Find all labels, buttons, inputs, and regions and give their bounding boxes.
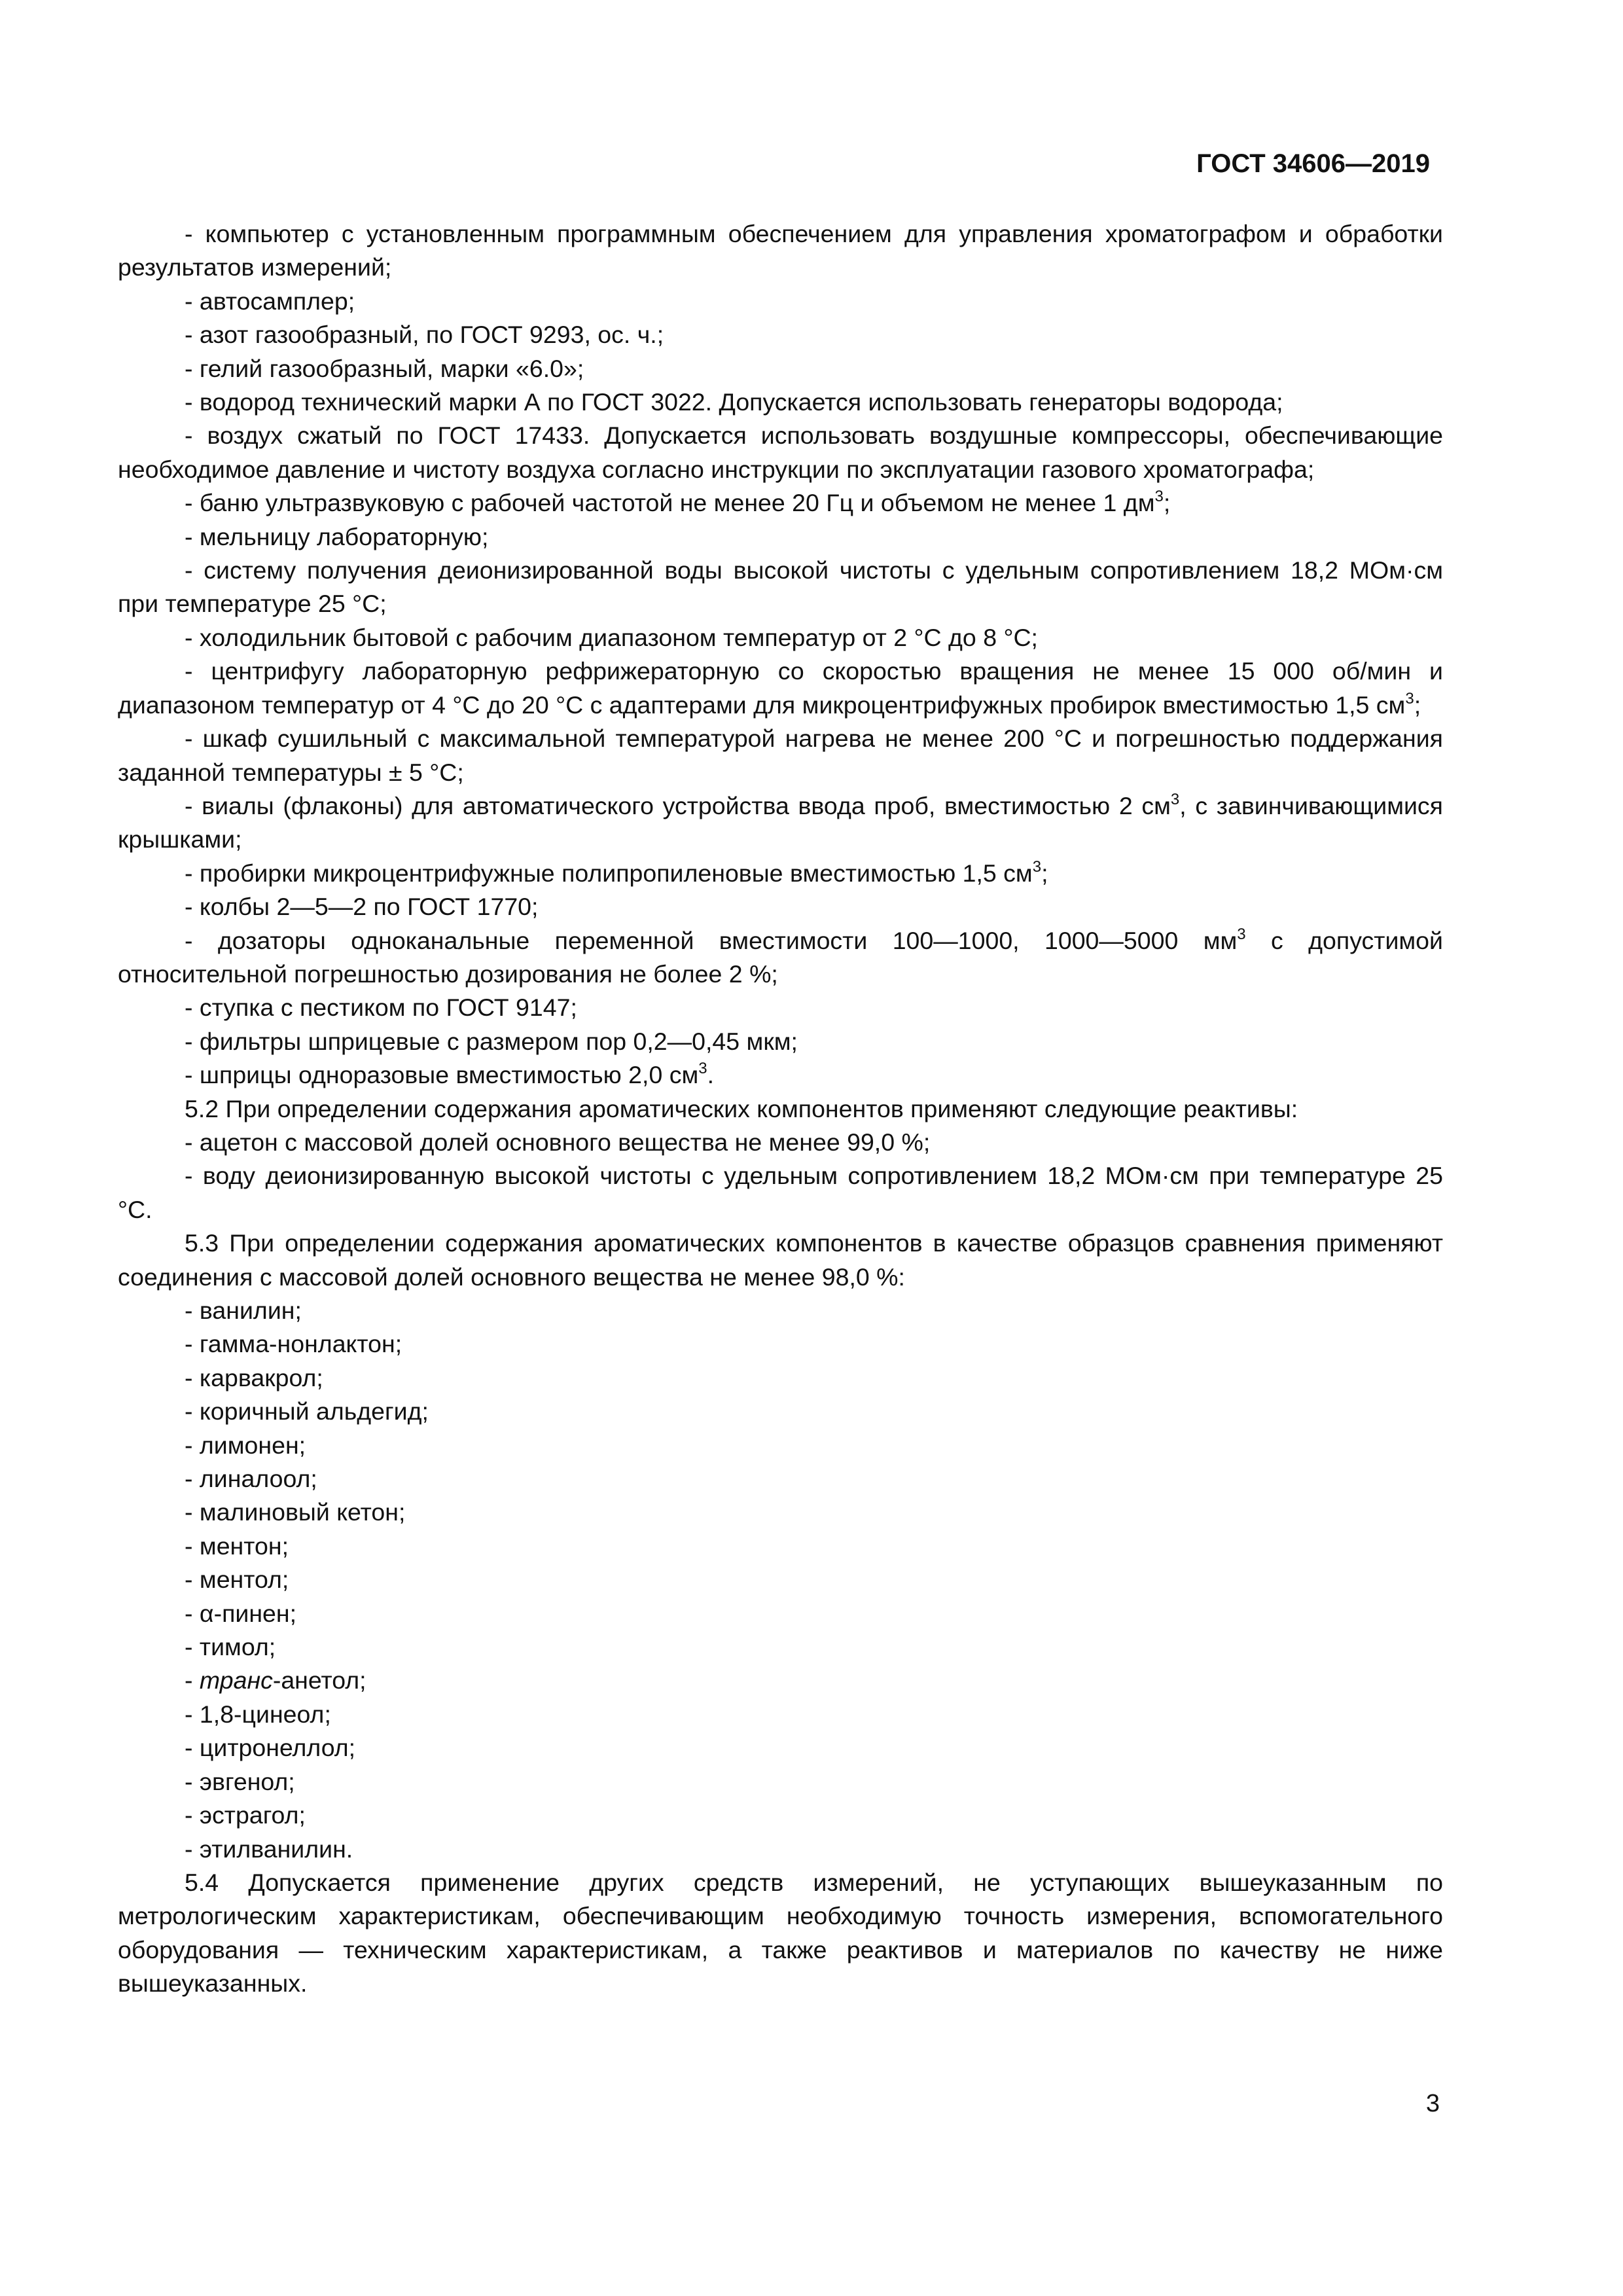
item-text: коричный альдегид; — [199, 1397, 429, 1426]
list-item — [118, 1731, 1443, 1765]
list-item — [118, 991, 1443, 1024]
item-text: мельницу лабораторную; — [199, 522, 489, 550]
list-item — [118, 352, 1443, 386]
list-item — [118, 1126, 1443, 1159]
list-item — [118, 1799, 1443, 1832]
list-item — [118, 890, 1443, 924]
list-item — [118, 1159, 1443, 1227]
item-text: эвгенол; — [199, 1767, 295, 1795]
list-item — [118, 1327, 1443, 1361]
item-text: ступка с пестиком по ГОСТ 9147; — [199, 994, 577, 1022]
list-item — [118, 655, 1443, 722]
list-item — [118, 285, 1443, 318]
item-text: водород технический марки А по ГОСТ 3022. Допускается использовать генераторы водорода; — [199, 388, 1283, 416]
item-text-after: ; — [1414, 691, 1421, 719]
italic-term: транс — [199, 1666, 273, 1695]
item-text: ванилин; — [199, 1297, 302, 1324]
list-item — [118, 1025, 1443, 1058]
document-header: ГОСТ 34606—2019 — [1196, 149, 1430, 178]
list-item — [118, 1361, 1443, 1395]
list-item — [118, 1563, 1443, 1596]
list-item — [118, 1530, 1443, 1563]
list-item — [118, 1395, 1443, 1428]
superscript: 3 — [698, 1060, 707, 1078]
list-item — [118, 1462, 1443, 1496]
item-text: воду деионизированную высокой чистоты с удельным сопротивлением 18,2 МОм·см при температуре 25 °С. — [118, 1162, 1443, 1223]
item-text: колбы 2—5—2 по ГОСТ 1770; — [199, 893, 539, 921]
item-text: карвакрол; — [199, 1363, 323, 1391]
item-text: ацетон с массовой долей основного вещества не менее 99,0 %; — [199, 1128, 931, 1156]
list-item — [118, 520, 1443, 554]
list-item — [118, 722, 1443, 789]
list-item — [118, 1294, 1443, 1327]
item-text: компьютер с установленным программным обеспечением для управления хроматографом и обработки результатов измерений; — [118, 220, 1443, 281]
superscript: 3 — [1170, 790, 1180, 808]
list-item — [118, 1429, 1443, 1462]
section-paragraph — [118, 1227, 1443, 1294]
item-text-after: ; — [1163, 489, 1171, 517]
item-text: 5.2 При определении содержания ароматических компонентов применяют следующие реактивы: — [185, 1094, 1298, 1122]
list-item — [118, 1698, 1443, 1731]
superscript: 3 — [1032, 857, 1042, 876]
section-paragraph — [118, 1092, 1443, 1126]
item-text: шприцы одноразовые вместимостью 2,0 см — [199, 1061, 699, 1089]
list-item — [118, 386, 1443, 419]
list-item — [118, 1630, 1443, 1664]
item-text: ментол; — [199, 1566, 289, 1594]
item-text: цитронеллол; — [199, 1734, 356, 1762]
list-item — [118, 486, 1443, 520]
list-item — [118, 1765, 1443, 1799]
list-item — [118, 1664, 1443, 1697]
item-text: фильтры шприцевые с размером пор 0,2—0,45 мкм; — [199, 1027, 798, 1055]
item-text: α-пинен; — [199, 1599, 297, 1627]
section-paragraph — [118, 1866, 1443, 2001]
item-text: холодильник бытовой с рабочим диапазоном температур от 2 °С до 8 °С; — [199, 623, 1038, 651]
document-body — [118, 217, 1443, 2001]
item-text: лимонен; — [199, 1431, 306, 1459]
item-text: малиновый кетон; — [199, 1498, 406, 1526]
list-item — [118, 857, 1443, 890]
item-text: виалы (флаконы) для автоматического устройства ввода проб, вместимостью 2 см — [202, 791, 1171, 819]
item-text: пробирки микроцентрифужные полипропиленовые вместимостью 1,5 см — [199, 859, 1033, 887]
list-item — [118, 621, 1443, 655]
list-item — [118, 217, 1443, 285]
item-text: воздух сжатый по ГОСТ 17433. Допускается использовать воздушные компрессоры, обеспечивающие необходимое давление и чистоту воздуха согласно инструкции по эксплуатации газового хроматографа; — [118, 422, 1443, 483]
item-text: шкаф сушильный с максимальной температурой нагрева не менее 200 °С и погрешностью поддержания заданной температуры ± 5 °С; — [118, 725, 1443, 786]
list-item — [118, 1496, 1443, 1529]
list-item — [118, 419, 1443, 486]
item-text: этилванилин. — [199, 1835, 353, 1863]
item-text-after: , с завинчивающимися крышками; — [118, 791, 1443, 853]
item-text: 5.3 При определении содержания ароматических компонентов в качестве образцов сравнения применяют соединения с массовой долей основного вещества не менее 98,0 %: — [118, 1229, 1443, 1291]
list-item — [118, 924, 1443, 992]
superscript: 3 — [1237, 925, 1246, 943]
list-item — [118, 1058, 1443, 1092]
item-text: систему получения деионизированной воды высокой чистоты с удельным сопротивлением 18,2 МОм·см при температуре 25 °С; — [118, 556, 1443, 618]
page-number: 3 — [1425, 2090, 1440, 2117]
superscript: 3 — [1405, 689, 1414, 708]
item-text: 1,8-цинеол; — [199, 1700, 331, 1728]
item-text: автосамплер; — [199, 287, 355, 315]
item-text: ментон; — [199, 1532, 289, 1560]
item-text: гелий газообразный, марки «6.0»; — [199, 354, 584, 382]
item-text-after: ; — [1041, 859, 1048, 887]
item-text: азот газообразный, по ГОСТ 9293, ос. ч.; — [199, 321, 664, 349]
list-item — [118, 1597, 1443, 1630]
item-text-after: . — [707, 1061, 715, 1089]
item-text: дозаторы одноканальные переменной вместимости 100—1000, 1000—5000 мм — [217, 926, 1238, 954]
list-item — [118, 1833, 1443, 1866]
list-item — [118, 789, 1443, 857]
item-text: -анетол; — [272, 1666, 366, 1695]
list-item — [118, 554, 1443, 621]
item-text: эстрагол; — [199, 1801, 306, 1829]
item-text: гамма-нонлактон; — [199, 1330, 402, 1358]
list-item — [118, 318, 1443, 351]
item-text-after: с допустимой относительной погрешностью дозирования не более 2 %; — [118, 926, 1443, 988]
item-text: центрифугу лабораторную рефрижераторную со скоростью вращения не менее 15 000 об/мин и диапазоном температур от 4 °С до 20 °С с адаптерами для микроцентрифужных пробирок вместимостью 1,5 см — [118, 657, 1443, 719]
item-text: 5.4 Допускается применение других средств измерений, не уступающих вышеуказанным по метрологическим характеристикам, обеспечивающим необходимую точность измерения, вспомогательного оборудования — техническим характеристикам, а также реактивов и материалов по качеству не ниже вышеуказанных. — [118, 1868, 1443, 1998]
superscript: 3 — [1154, 488, 1164, 506]
item-text: линалоол; — [199, 1465, 317, 1493]
item-text: баню ультразвуковую с рабочей частотой не менее 20 Гц и объемом не менее 1 дм — [199, 489, 1155, 517]
item-text: тимол; — [199, 1633, 276, 1661]
